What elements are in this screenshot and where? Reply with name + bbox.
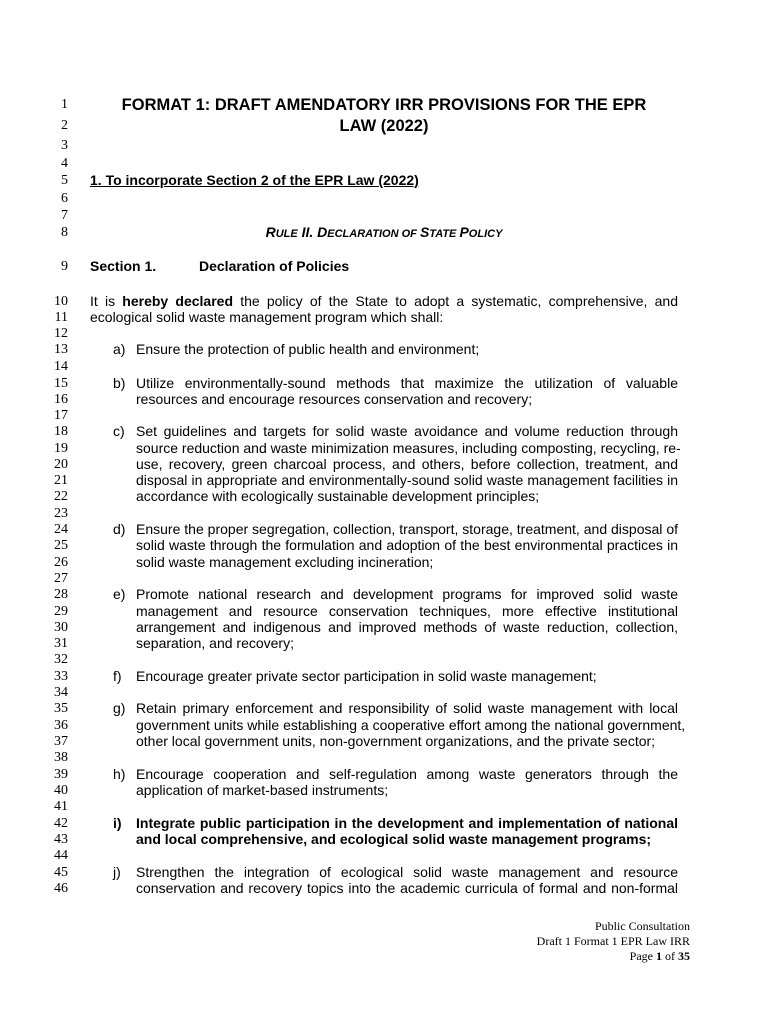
line-number: 17 xyxy=(54,408,68,423)
list-item-text: application of market-based instruments; xyxy=(136,782,389,798)
line-number: 31 xyxy=(54,636,68,651)
list-item-text: separation, and recovery; xyxy=(136,635,294,651)
line-number: 26 xyxy=(54,555,68,570)
rule-heading xyxy=(90,224,678,243)
line-number: 19 xyxy=(54,441,68,456)
rule-heading-text: R xyxy=(265,224,276,240)
intro-text: It is xyxy=(90,293,123,309)
line-number: 44 xyxy=(54,848,68,863)
line-number: 29 xyxy=(54,604,68,619)
list-item-text: Ensure the protection of public health and environment; xyxy=(136,341,480,357)
page-title-line-2: LAW (2022) xyxy=(339,117,429,135)
line-number: 20 xyxy=(54,457,68,472)
rule-heading-text: II. xyxy=(297,224,318,240)
rule-heading-text: P xyxy=(459,224,469,240)
list-item-text: Integrate public participation in the development and implementation of national xyxy=(136,815,678,831)
list-item-label: e) xyxy=(113,586,126,602)
line-number: 30 xyxy=(54,620,68,635)
line-number: 8 xyxy=(61,225,68,240)
list-item-text: government units while establishing a cooperative effort among the national government, xyxy=(136,717,686,733)
list-item-label: g) xyxy=(113,700,126,716)
line-number: 28 xyxy=(54,587,68,602)
line-number: 36 xyxy=(54,718,68,733)
line-number: 41 xyxy=(54,799,68,814)
rule-heading-text: OLICY xyxy=(468,228,503,240)
line-number: 25 xyxy=(54,538,68,553)
line-number: 45 xyxy=(54,865,68,880)
list-item-label: b) xyxy=(113,375,126,391)
line-number: 43 xyxy=(54,832,68,847)
line-number: 34 xyxy=(54,685,68,700)
list-item-label: d) xyxy=(113,521,126,537)
footer-consultation: Public Consultation xyxy=(594,919,690,933)
footer-text: of xyxy=(662,949,678,963)
list-item-label: f) xyxy=(113,668,122,684)
rule-heading-text: S xyxy=(419,224,430,240)
line-number: 16 xyxy=(54,392,68,407)
list-item-label: j) xyxy=(113,864,121,880)
line-number: 39 xyxy=(54,767,68,782)
line-number: 38 xyxy=(54,750,68,765)
line-number: 37 xyxy=(54,734,68,749)
list-item-text: use, recovery, green charcoal process, and others, before collection, treatment, and xyxy=(136,456,678,472)
list-item-label: i) xyxy=(113,815,122,831)
list-item-label: a) xyxy=(113,341,126,357)
line-number: 23 xyxy=(54,506,68,521)
list-item-text: Encourage greater private sector participation in solid waste management; xyxy=(136,668,597,684)
list-item-text: and local comprehensive, and ecological solid waste management programs; xyxy=(136,831,652,847)
intro-line-2: ecological solid waste management program which shall: xyxy=(90,309,444,325)
list-item-text: arrangement and indigenous and improved methods of waste reduction, collection, xyxy=(136,619,678,635)
list-item-text: Retain primary enforcement and responsibility of solid waste management with local xyxy=(136,700,678,716)
intro-text: the policy of the State to adopt a systematic, comprehensive, and xyxy=(233,293,678,309)
line-number: 4 xyxy=(61,156,68,171)
section-title: Declaration of Policies xyxy=(199,258,350,274)
rule-heading-text: D xyxy=(317,224,328,240)
section-heading: 1. To incorporate Section 2 of the EPR Law (2022) xyxy=(90,172,419,188)
intro-line-1 xyxy=(90,293,678,310)
list-item-text: conservation and recovery topics into the academic curricula of formal and non-formal xyxy=(136,880,678,896)
list-item-text: disposal in appropriate and environmentally-sound solid waste management facilities in xyxy=(136,472,678,488)
line-number: 22 xyxy=(54,489,68,504)
line-number: 14 xyxy=(54,359,68,374)
footer-page-number xyxy=(630,949,690,964)
line-number: 33 xyxy=(54,669,68,684)
list-item-text: management and resource conservation techniques, more effective institutional xyxy=(136,603,678,619)
line-number: 46 xyxy=(54,881,68,896)
list-item-label: c) xyxy=(113,423,125,439)
intro-bold-text: hereby declared xyxy=(122,293,233,309)
line-number: 18 xyxy=(54,424,68,439)
list-item-text: source reduction and waste minimization measures, including composting, recycling, re- xyxy=(136,440,681,456)
line-number: 42 xyxy=(54,816,68,831)
line-number: 27 xyxy=(54,571,68,586)
list-item-text: Set guidelines and targets for solid waste avoidance and volume reduction through xyxy=(136,423,678,439)
rule-heading-text: ECLARATION OF xyxy=(327,228,420,240)
footer-text: Page xyxy=(629,949,656,963)
section-label: Section 1. xyxy=(90,258,157,274)
list-item-text: other local government units, non-government organizations, and the private sector; xyxy=(136,733,656,749)
line-number: 32 xyxy=(54,652,68,667)
line-number: 40 xyxy=(54,783,68,798)
list-item-text: Utilize environmentally-sound methods that maximize the utilization of valuable xyxy=(136,375,678,391)
line-number: 9 xyxy=(61,259,68,274)
line-number: 24 xyxy=(54,522,68,537)
line-number: 7 xyxy=(61,208,68,223)
list-item-label: h) xyxy=(113,766,126,782)
list-item-text: Ensure the proper segregation, collection, transport, storage, treatment, and disposal of xyxy=(136,521,678,537)
list-item-text: solid waste management excluding incineration; xyxy=(136,554,434,570)
footer-page-total: 35 xyxy=(678,949,690,963)
line-number: 3 xyxy=(61,138,68,153)
list-item-text: Strengthen the integration of ecological solid waste management and resource xyxy=(136,864,678,880)
list-item-text: Encourage cooperation and self-regulation among waste generators through the xyxy=(136,766,678,782)
line-number: 10 xyxy=(54,294,68,309)
page-title-line-1: FORMAT 1: DRAFT AMENDATORY IRR PROVISIONS FOR THE EPR xyxy=(121,96,647,114)
line-number: 13 xyxy=(54,342,68,357)
line-number: 21 xyxy=(54,473,68,488)
line-number: 5 xyxy=(61,173,68,188)
line-number: 11 xyxy=(54,310,68,325)
line-number: 2 xyxy=(61,118,68,133)
rule-heading-text: TATE xyxy=(429,228,460,240)
line-number: 1 xyxy=(61,97,68,112)
list-item-text: solid waste through the formulation and adoption of the best environmental practices in xyxy=(136,537,678,553)
line-number: 6 xyxy=(61,191,68,206)
footer-document-name: Draft 1 Format 1 EPR Law IRR xyxy=(536,934,690,948)
line-number: 35 xyxy=(54,701,68,716)
line-number: 15 xyxy=(54,376,68,391)
footer-page-current: 1 xyxy=(656,949,662,963)
list-item-text: Promote national research and development programs for improved solid waste xyxy=(136,586,678,602)
line-number: 12 xyxy=(54,326,68,341)
list-item-text: accordance with ecologically sustainable development principles; xyxy=(136,488,540,504)
list-item-text: resources and encourage resources conservation and recovery; xyxy=(136,391,533,407)
rule-heading-text: ULE xyxy=(275,228,298,240)
